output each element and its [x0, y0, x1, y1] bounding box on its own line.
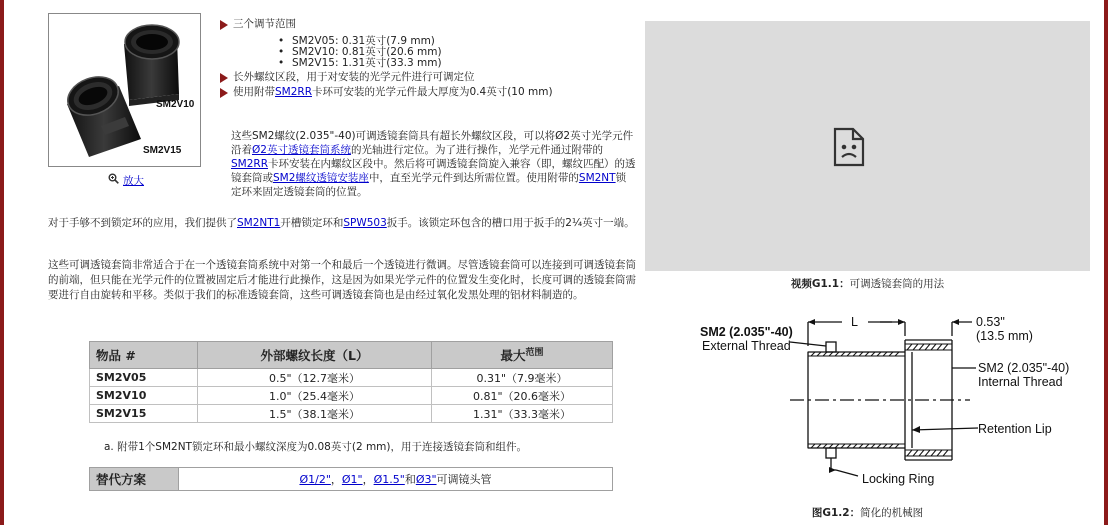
- label-retention-lip: Retention Lip: [978, 422, 1052, 436]
- label-dim-mm: (13.5 mm): [976, 329, 1033, 343]
- feature-item-long-thread: 长外螺纹区段，用于对安装的光学元件进行可调定位: [220, 71, 620, 84]
- table-cell-thread: 1.0"（25.4毫米）: [198, 387, 432, 405]
- magnifier-icon: [108, 173, 119, 187]
- alternatives-table: [89, 467, 613, 491]
- feature-item-retaining-ring: 使用附带SM2RR卡环可安装的光学元件最大厚度为0.4英寸(10 mm): [220, 86, 620, 99]
- bullet-arrow-icon: [220, 20, 228, 30]
- usage-paragraph: 这些可调透镜套筒非常适合于在一个透镜套筒系统中对第一个和最后一个透镜进行微调。尽管透镜套筒可以连接到可调透镜套筒的前端，但只能在光学元件的位置被固定后才能进行此操作，这是因为如果光学元件的位置发生变化时，长度可调的透镜套筒需要进行自由旋转和平移。类似于我们的标准透镜套筒，这些可调透镜套筒也是由经过氧化发黑处理的铝材料制造的。: [48, 259, 636, 301]
- table-cell-item: SM2V05: [90, 369, 198, 387]
- table-cell-thread: 1.5"（38.1毫米）: [198, 405, 432, 423]
- table-footnote: a. 附带1个SM2NT锁定环和最小螺纹深度为0.08英寸(2 mm)，用于连接透镜套筒和组件。: [104, 441, 528, 453]
- table-row: [90, 405, 613, 423]
- table-cell-range: 1.31"（33.3毫米）: [432, 405, 613, 423]
- page-border-right: [1104, 0, 1108, 525]
- label-int-thread-1: SM2 (2.035"-40): [978, 361, 1070, 375]
- video-frame[interactable]: [645, 21, 1090, 271]
- bullet-arrow-icon: [220, 73, 228, 83]
- spw503-link[interactable]: SPW503: [343, 217, 387, 229]
- table-cell-thread: 0.5"（12.7毫米）: [198, 369, 432, 387]
- range-item: • SM2V10: 0.81英寸(20.6 mm): [278, 47, 620, 58]
- page-border-left: [0, 0, 4, 525]
- label-length: L: [851, 315, 858, 329]
- video-caption: 视频G1.1：可调透镜套筒的用法: [790, 278, 945, 290]
- feature-list: [220, 18, 620, 101]
- table-row: [90, 369, 613, 387]
- broken-document-icon: [645, 21, 1090, 271]
- table-cell-range: 0.81"（20.6毫米）: [432, 387, 613, 405]
- range-item: • SM2V15: 1.31英寸(33.3 mm): [278, 58, 620, 69]
- range-list: [233, 36, 620, 69]
- wrench-paragraph: 对于手够不到锁定环的应用，我们提供了SM2NT1开槽锁定环和SPW503扳手。该锁定环包含的槽口用于扳手的2¼英寸一端。: [48, 217, 635, 229]
- zoom-link[interactable]: [108, 173, 144, 188]
- bullet-arrow-icon: [220, 88, 228, 98]
- table-header-row: [90, 342, 613, 369]
- sm2rr-link[interactable]: SM2RR: [231, 158, 268, 170]
- product-label-sm2v15: SM2V15: [143, 145, 182, 156]
- table-row: [90, 387, 613, 405]
- alt-link-three-inch[interactable]: Ø3": [415, 472, 437, 486]
- column-header-item: 物品 #: [90, 342, 198, 369]
- spec-table: [89, 341, 613, 423]
- label-int-thread-2: Internal Thread: [978, 375, 1063, 389]
- product-label-sm2v10: SM2V10: [156, 99, 195, 110]
- label-locking-ring: Locking Ring: [862, 472, 935, 486]
- product-image[interactable]: [48, 13, 201, 167]
- column-header-max-range: 最大$^{范围}$: [432, 342, 613, 369]
- sm2-lens-mount-link[interactable]: SM2螺纹透镜安装座: [273, 172, 369, 184]
- column-header-thread-length: 外部螺纹长度（L）: [198, 342, 432, 369]
- alternatives-links: Ø1/2" ， Ø1" ， Ø1.5" 和 Ø3" 可调镜头管: [299, 472, 492, 486]
- sm2nt1-link[interactable]: SM2NT1: [237, 217, 281, 229]
- label-ext-thread-1: SM2 (2.035"-40): [700, 325, 793, 339]
- alternatives-header: 替代方案: [90, 468, 179, 490]
- lens-tube-system-link[interactable]: Ø2英寸透镜套筒系统: [252, 144, 351, 156]
- zoom-link-text[interactable]: 放大: [123, 175, 144, 187]
- figure-caption: 图G1.2：简化的机械图: [811, 507, 924, 519]
- description-paragraph: 这些SM2螺纹(2.035"-40)可调透镜套筒具有超长外螺纹区段，可以将Ø2英寸光学元件沿着Ø2英寸透镜套筒系统的光轴进行定位。为了进行操作，光学元件通过附带的SM2RR卡环安装在内螺纹区段中。然后将可调透镜套筒旋入兼容（即，螺纹匹配）的透镜套筒或SM2螺纹透镜安装座中，直至光学元件到达所需位置。使用附带的SM2NT锁定环来固定透镜套筒的位置。: [231, 130, 636, 198]
- alt-link-half-inch[interactable]: Ø1/2": [299, 472, 331, 486]
- range-item: • SM2V05: 0.31英寸(7.9 mm): [278, 36, 620, 47]
- label-ext-thread-2: External Thread: [702, 339, 791, 353]
- table-cell-range: 0.31"（7.9毫米）: [432, 369, 613, 387]
- label-dim-inch: 0.53": [976, 315, 1005, 329]
- mechanical-drawing: [680, 300, 1080, 500]
- sm2nt-link[interactable]: SM2NT: [578, 172, 616, 184]
- table-cell-item: SM2V15: [90, 405, 198, 423]
- sm2rr-link[interactable]: SM2RR: [275, 86, 312, 98]
- alt-link-one-half-inch[interactable]: Ø1.5": [373, 472, 405, 486]
- feature-item-adjust-range: 三个调节范围 • SM2V05: 0.31英寸(7.9 mm) • SM2V10: 0.81英寸(20.6 mm) • SM2V15: 1.31英寸(33.3 mm): [220, 18, 620, 69]
- table-cell-item: SM2V10: [90, 387, 198, 405]
- alt-link-one-inch[interactable]: Ø1": [341, 472, 363, 486]
